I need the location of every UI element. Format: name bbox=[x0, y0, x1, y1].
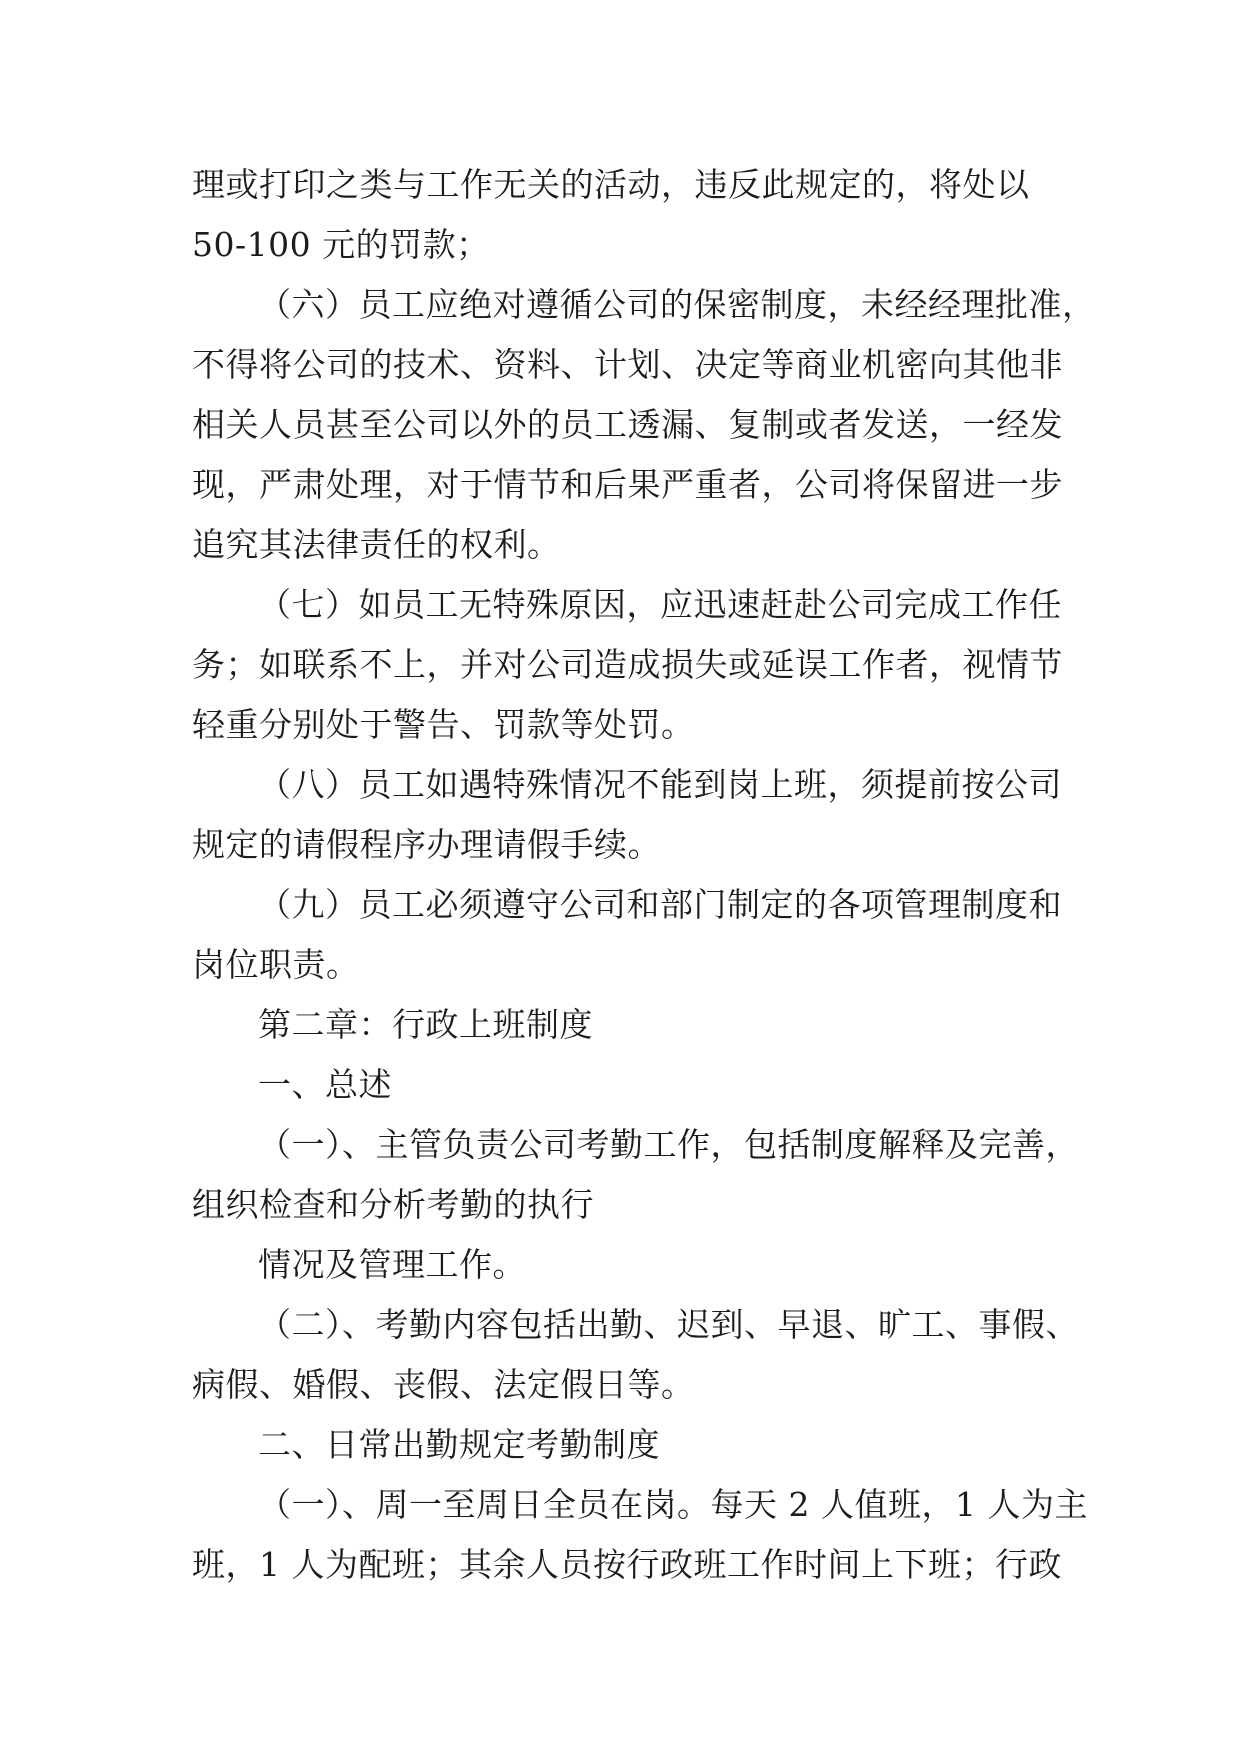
document-body bbox=[192, 155, 1096, 1595]
text-line: 相关人员甚至公司以外的员工透漏、复制或者发送，一经发 bbox=[192, 405, 1063, 444]
text-line: 不得将公司的技术、资料、计划、决定等商业机密向其他非 bbox=[192, 345, 1063, 384]
text-line: （六）员工应绝对遵循公司的保密制度，未经经理批准， bbox=[258, 285, 1096, 324]
text-line: （九）员工必须遵守公司和部门制定的各项管理制度和 bbox=[258, 885, 1062, 924]
text-line: 班，1 人为配班；其余人员按行政班工作时间上下班；行政 bbox=[192, 1545, 1062, 1584]
text-line: 一、总述 bbox=[258, 1065, 392, 1104]
text-line: 第二章：行政上班制度 bbox=[258, 1005, 593, 1044]
text-line: 50-100 元的罚款； bbox=[192, 225, 490, 264]
text-line: 追究其法律责任的权利。 bbox=[192, 525, 561, 564]
text-line: 务；如联系不上，并对公司造成损失或延误工作者，视情节 bbox=[192, 645, 1063, 684]
text-line: 二、日常出勤规定考勤制度 bbox=[258, 1425, 660, 1464]
text-line: （二）、考勤内容包括出勤、迟到、早退、旷工、事假、 bbox=[258, 1305, 1079, 1344]
text-line: （七）如员工无特殊原因，应迅速赶赴公司完成工作任 bbox=[258, 585, 1062, 624]
text-line: 岗位职责。 bbox=[192, 945, 360, 984]
text-line: （八）员工如遇特殊情况不能到岗上班，须提前按公司 bbox=[258, 765, 1062, 804]
text-line: （一）、主管负责公司考勤工作，包括制度解释及完善， bbox=[258, 1125, 1079, 1164]
text-line: 规定的请假程序办理请假手续。 bbox=[192, 825, 661, 864]
text-line: 病假、婚假、丧假、法定假日等。 bbox=[192, 1365, 695, 1404]
text-line: 现，严肃处理，对于情节和后果严重者，公司将保留进一步 bbox=[192, 465, 1063, 504]
text-line: 理或打印之类与工作无关的活动，违反此规定的，将处以 bbox=[192, 165, 1030, 204]
text-line: 情况及管理工作。 bbox=[258, 1245, 526, 1284]
text-line: （一）、周一至周日全员在岗。每天 2 人值班，1 人为主 bbox=[258, 1485, 1088, 1524]
text-line: 轻重分别处于警告、罚款等处罚。 bbox=[192, 705, 695, 744]
text-line: 组织检查和分析考勤的执行 bbox=[192, 1185, 594, 1224]
